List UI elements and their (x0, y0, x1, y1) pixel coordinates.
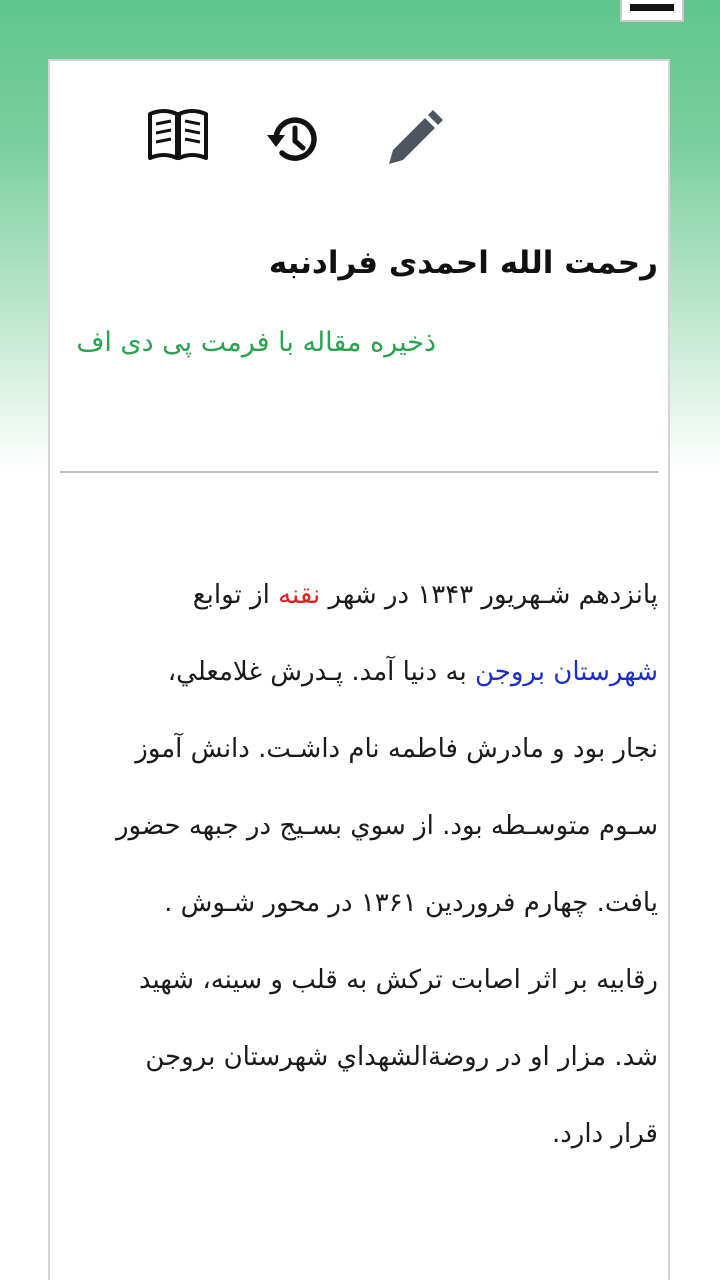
article-line-7: شد. مزار او در روضةالشهداي شهرستان بروجن (145, 1042, 658, 1072)
link-naghneh[interactable]: نقنه (278, 580, 321, 610)
text-segment: به دنیا آمد. پـدرش غلامعلي، (167, 657, 475, 687)
page-title: رحمت الله احمدی فرادنبه (268, 245, 658, 281)
text-segment: پانزدهم شـهریور ۱۳۴۳ در شهر (320, 580, 658, 610)
read-button[interactable] (142, 99, 214, 171)
article-line-8: قرار دارد. (551, 1119, 658, 1149)
link-borujen-county[interactable]: شهرستان بروجن (474, 657, 658, 687)
article-line-5: یافت. چهارم فروردین ۱۳۶۱ در محور شـوش . (164, 888, 658, 918)
article-line-2 (64, 634, 658, 711)
pencil-edit-icon (385, 110, 443, 168)
hamburger-menu-icon (630, 4, 674, 11)
divider (60, 471, 658, 473)
save-pdf-link[interactable]: ذخیره مقاله با فرمت پی دی اف (76, 327, 436, 358)
article-line-4: سـوم متوسـطه بود. از سوي بسـيج در جبهه حضور (115, 811, 658, 841)
text-segment: از توابع (192, 580, 279, 610)
menu-button[interactable] (620, 0, 684, 22)
article-body (64, 557, 658, 1173)
history-button[interactable] (258, 103, 330, 175)
edit-button[interactable] (378, 103, 450, 175)
article-line-1 (64, 557, 658, 634)
article-card (48, 59, 670, 1280)
history-icon (266, 111, 322, 167)
article-line-3: نجار بود و مادرش فاطمه نام داشـت. دانش آموز (135, 734, 658, 764)
article-line-6: رقابیه بر اثر اصابت ترکش به قلب و سینه، شهید (138, 965, 658, 995)
book-open-icon (146, 108, 210, 162)
